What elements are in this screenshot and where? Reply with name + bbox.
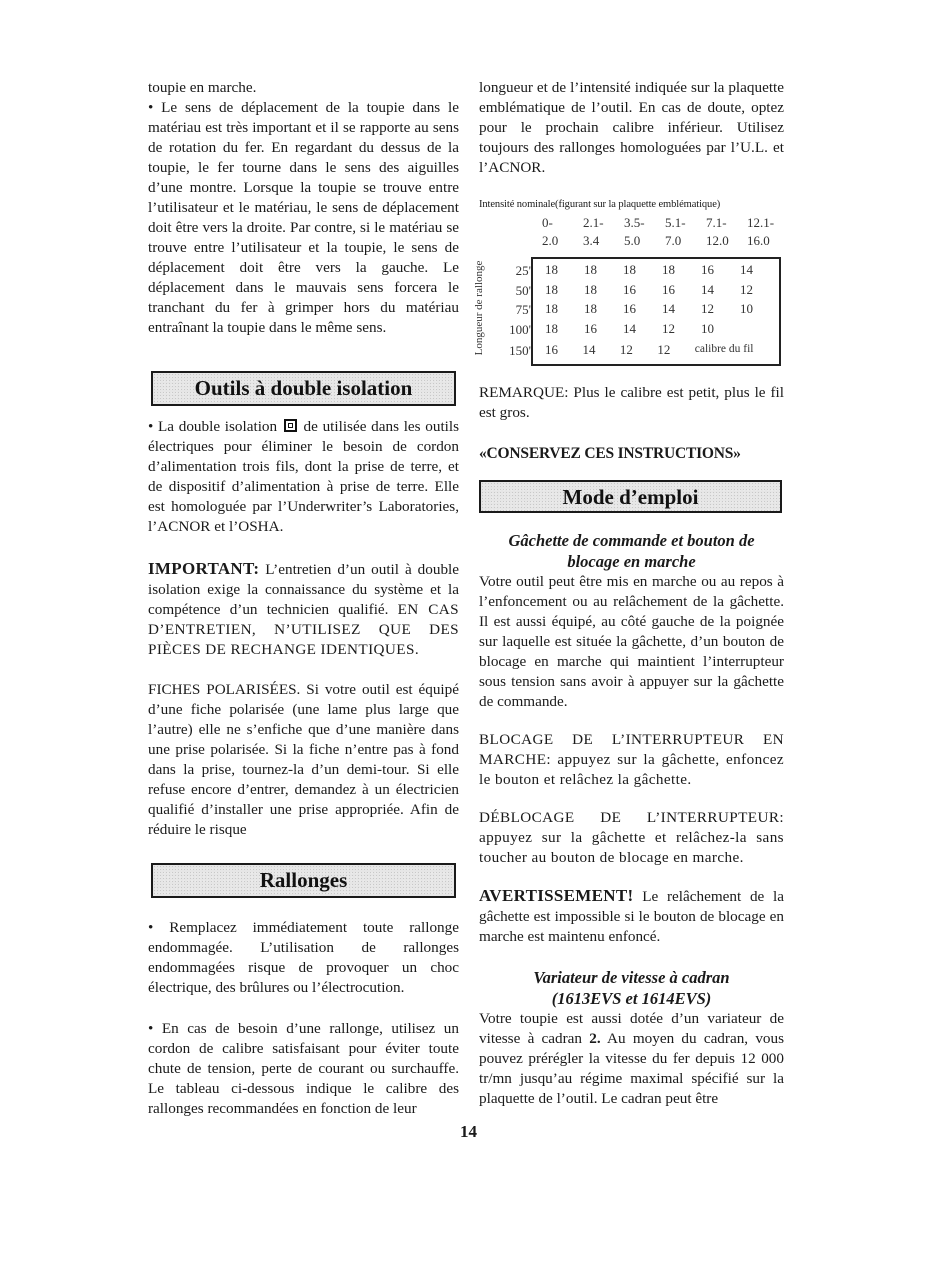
- page-number: 14: [460, 1122, 477, 1141]
- double-insulation-section: [148, 417, 459, 840]
- trigger-paragraph: Votre outil peut être mis en marche ou au repos à l’enfoncement ou au relâchement de la gâchette. Il est aussi équipé, au côté gauche de la poignée sur laquelle est située la gâchette, d’un bouton de blocage en marche qui maintient l’interrupteur sous tension sans avoir à appuyer sur la gâchette de commande.: [479, 573, 784, 710]
- section-heading-extension-cords: [151, 863, 456, 898]
- double-insulation-square-icon: [284, 419, 297, 432]
- gauge-table-caption: Intensité nominale(figurant sur la plaquette emblématique): [479, 199, 721, 210]
- remark-paragraph: REMARQUE: Plus le calibre est petit, plus le fil est gros.: [479, 384, 784, 421]
- extension-cords-paragraph-2: • En cas de besoin d’une rallonge, utilisez un cordon de calibre satisfaisant pour éviter toute chute de tension, perte de courant ou surchauffe. Le tableau ci-dessous indique le calibre des rallonges recommandées en fonction de leur: [148, 1020, 459, 1117]
- remark-section: [479, 383, 784, 464]
- gauge-grid: [531, 257, 781, 366]
- warning-label: AVERTISSEMENT!: [479, 886, 634, 905]
- table-row: 18 18 16 14 12 10: [545, 301, 753, 316]
- trigger-heading: Gâchette de commande et bouton de blocage en marche: [508, 531, 755, 571]
- operation-section: [479, 530, 784, 1109]
- section-heading-text: Mode d’emploi: [562, 485, 699, 509]
- table-row: 18 16 14 12 10: [545, 320, 714, 336]
- amp-range-bottom-row: 2.0 3.4 5.0 7.0 12.0 16.0: [542, 233, 770, 248]
- table-row: 18 18 18 18 16 14: [545, 262, 753, 277]
- warning-paragraph: AVERTISSEMENT! Le relâchement de la gâchette est impossible si le bouton de blocage en marche est maintenu enfoncé.: [479, 886, 785, 945]
- amp-range-top-row: 0- 2.1- 3.5- 5.1- 7.1- 12.1-: [542, 215, 775, 230]
- length-column: 25' 50' 75' 100' 150': [509, 263, 531, 358]
- extension-cords-paragraph-1: • Remplacez immédiatement toute rallonge endommagée. L’utilisation de rallonges endommagées risque de provoquer un choc électrique, des brûlures ou l’électrocution.: [148, 919, 459, 996]
- left-column: [148, 78, 459, 338]
- gauge-table: [473, 198, 784, 374]
- section-heading-text: Rallonges: [259, 868, 348, 892]
- intro-fragment: toupie en marche.: [148, 79, 257, 96]
- polarized-plugs-paragraph: FICHES POLARISÉES. Si votre outil est équipé d’une fiche polarisée (une lame plus large que l’autre) elle ne s’enfiche que d’une manière dans une prise polarisée. Si la fiche n’entre pas à fond dans la prise, tournez-la d’un demi-tour. Si elle refuse encore d’entrer, demandez à un électricien qualifié d’installer une prise appropriée. Afin de réduire le risque: [148, 681, 459, 838]
- important-paragraph: IMPORTANT: L’entretien d’un outil à double isolation exige la connaissance du système et la compétence d’un technicien qualifié. EN CAS D’ENTRETIEN, N’UTILISEZ QUE DES PIÈCES DE RECHANGE IDENTIQUES.: [148, 559, 459, 658]
- lock-on-paragraph: BLOCAGE DE L’INTERRUPTEUR EN MARCHE: appuyez sur la gâchette, enfoncez le bouton et relâchez la gâchette.: [479, 731, 784, 788]
- section-heading-double-insulation: [151, 371, 456, 406]
- continuation-paragraph: longueur et de l’intensité indiquée sur la plaquette emblématique de l’outil. En cas de doute, optez pour le prochain calibre inférieur. Utilisez toujours des rallonges homologuées par l’U.L. et l’ACNOR.: [479, 79, 784, 176]
- important-label: IMPORTANT:: [148, 559, 260, 578]
- double-insulation-paragraph: • La double isolation de utilisée dans les outils électriques pour éliminer le besoin de cordon d’alimentation trois fils, dont la prise de terre, et de dispositif d’alimentation à prise de terre. Elle est homologuée par l’Underwriter’s Laboratories, l’ACNOR et l’OSHA.: [148, 418, 460, 535]
- section-heading-text: Outils à double isolation: [194, 376, 413, 400]
- figure-reference: 2.: [589, 1030, 601, 1047]
- wire-gauge-label: calibre du fil: [694, 343, 754, 355]
- keep-instructions: «CONSERVEZ CES INSTRUCTIONS»: [479, 445, 741, 462]
- extension-cords-section: [148, 918, 459, 1119]
- right-column: [479, 78, 784, 178]
- table-row: 18 18 16 16 14 12: [545, 281, 753, 297]
- section-heading-operation: [479, 480, 782, 513]
- speed-dial-heading: Variateur de vitesse à cadran (1613EVS et 1614EVS): [533, 968, 730, 1008]
- direction-paragraph: • Le sens de déplacement de la toupie dans le matériau est très important et il se rapporte au sens de rotation du fer. En regardant du dessus de la toupie, le fer tourne dans le sens des aiguilles d’une montre. Lorsque la toupie se trouve entre l’utilisateur et le matériau, le sens de déplacement doit être vers la droite. Par contre, si le matériau se trouve entre l’utilisateur et la toupie, le sens de déplacement doit être vers la gauche. Le déplacement dans le mauvais sens forcera le tranchant du fer à grimper hors du matériau entraînant la toupie dans le même sens.: [148, 99, 459, 336]
- unlock-paragraph: DÉBLOCAGE DE L’INTERRUPTEUR: appuyez sur la gâchette et relâchez-la sans toucher au bouton de blocage en marche.: [479, 809, 784, 866]
- gauge-table-side-label: Longueur de rallonge: [473, 260, 485, 356]
- speed-dial-paragraph: Votre toupie est aussi dotée d’un variateur de vitesse à cadran 2. Au moyen du cadran, vous pouvez prérégler la vitesse du fer depuis 12 000 tr/mn jusqu’au régime maximal spécifié sur la plaquette de l’outil. Le cadran peut être: [479, 1010, 785, 1107]
- table-row: 16 14 12 12 calibre du fil: [533, 340, 779, 360]
